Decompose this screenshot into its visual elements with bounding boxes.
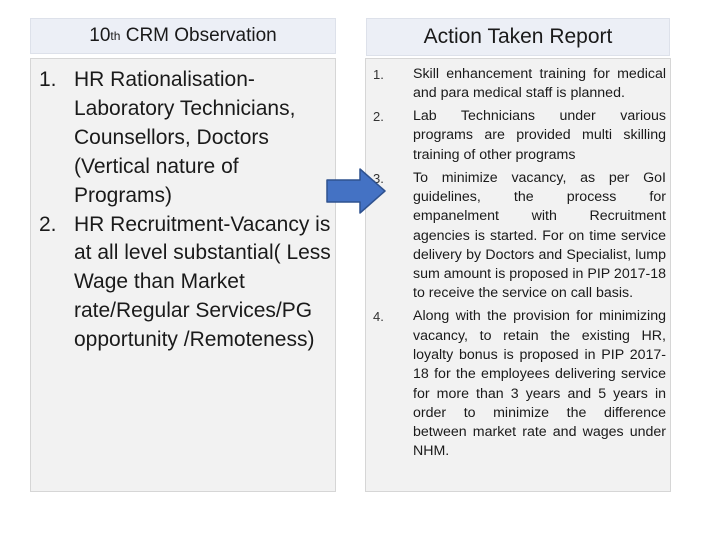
action-item [366, 307, 666, 461]
observation-item-text: HR Rationalisation-Laboratory Technicians, Counsellors, Doctors (Vertical nature of Programs) [74, 68, 296, 207]
action-item-number: 3. [373, 170, 384, 186]
action-report-panel [365, 58, 671, 492]
action-item-number: 1. [373, 67, 384, 82]
observation-header [30, 18, 336, 54]
observation-item [39, 211, 331, 356]
action-item-number: 2. [373, 109, 384, 125]
observation-item [39, 66, 331, 211]
action-item [366, 65, 666, 104]
observation-item-text: HR Recruitment-Vacancy is at all level substantial( Less Wage than Market rate/Regular Services/PG opportunity /Remoteness) [74, 212, 331, 352]
action-report-header [366, 18, 670, 56]
observation-item-number: 1. [39, 68, 57, 91]
action-item-number: 4. [373, 309, 384, 325]
action-item-text: Skill enhancement training for medical and para medical staff is planned. [413, 66, 666, 102]
observation-header-title: CRM Observation [120, 25, 277, 46]
observation-list [39, 66, 331, 355]
observation-panel [30, 58, 336, 492]
action-item [366, 107, 666, 165]
action-list [366, 65, 666, 465]
action-item-text: Along with the provision for minimizing vacancy, to retain the existing HR, loyalty bonus is proposed in PIP 2017-18 for the employees delivering service for more than 3 years and 5 years in order to minimize the difference between market rate and wages under NHM. [413, 308, 666, 460]
observation-header-sup: th [110, 29, 121, 43]
action-item-text: Lab Technicians under various programs are provided multi skilling training of other programs [413, 108, 666, 163]
observation-item-number: 2. [39, 212, 57, 236]
action-item [366, 169, 666, 304]
action-report-header-title: Action Taken Report [423, 25, 613, 48]
observation-header-prefix: 10 [89, 25, 111, 46]
right-arrow-icon [326, 168, 386, 214]
action-item-text: To minimize vacancy, as per GoI guidelines, the process for empanelment with Recruitment agencies is started. For on time service delivery by Doctors and Specialist, lump sum amount is proposed in PIP 2017-18 to receive the service on call basis. [413, 169, 666, 302]
